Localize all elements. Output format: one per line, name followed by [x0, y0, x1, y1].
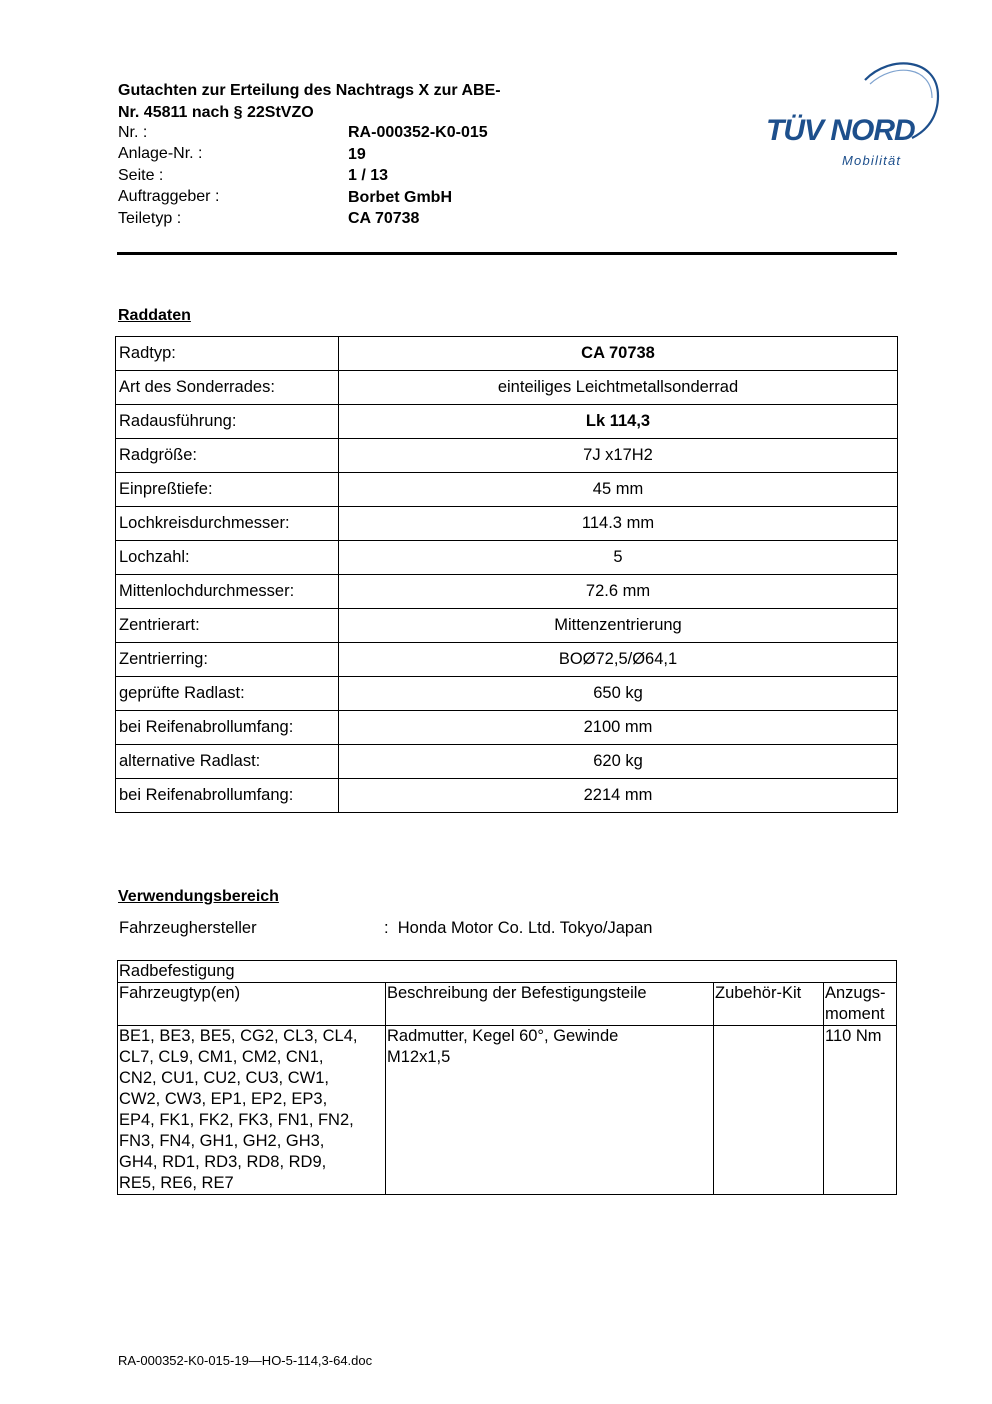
row-label: Lochkreisdurchmesser:	[116, 507, 339, 541]
document-title	[118, 80, 588, 124]
row-value: CA 70738	[339, 337, 898, 371]
row-label: Mittenlochdurchmesser:	[116, 575, 339, 609]
row-value: 2214 mm	[339, 779, 898, 813]
title-line-2: Nr. 45811 nach § 22StVZO	[118, 104, 314, 121]
maker-value: : Honda Motor Co. Ltd. Tokyo/Japan	[384, 919, 653, 937]
header-beschreibung: Beschreibung der Befestigungsteile	[386, 983, 714, 1026]
meta-value-anlage: 19	[348, 146, 366, 163]
description-line: M12x1,5	[387, 1048, 451, 1066]
row-label: alternative Radlast:	[116, 745, 339, 779]
row-value: Mittenzentrierung	[339, 609, 898, 643]
row-label: bei Reifenabrollumfang:	[116, 711, 339, 745]
row-value: 2100 mm	[339, 711, 898, 745]
meta-label-teiletyp: Teiletyp :	[118, 210, 182, 227]
table-row	[116, 643, 898, 677]
vehicle-line: EP4, FK1, FK2, FK3, FN1, FN2,	[119, 1111, 354, 1129]
row-value: 72.6 mm	[339, 575, 898, 609]
logo-sub-text: Mobilität	[842, 153, 902, 168]
table-row	[118, 1026, 897, 1195]
header-fahrzeugtyp: Fahrzeugtyp(en)	[118, 983, 386, 1026]
row-value: 650 kg	[339, 677, 898, 711]
row-label: bei Reifenabrollumfang:	[116, 779, 339, 813]
table-row	[116, 677, 898, 711]
vehicle-types-cell	[118, 1026, 386, 1195]
table-row	[116, 575, 898, 609]
row-label: Radausführung:	[116, 405, 339, 439]
tuv-nord-logo	[760, 58, 945, 170]
meta-label-auftraggeber: Auftraggeber :	[118, 188, 220, 205]
table-caption: Radbefestigung	[118, 961, 897, 983]
kit-cell	[714, 1026, 824, 1195]
vehicle-line: RE5, RE6, RE7	[119, 1174, 234, 1192]
table-row	[116, 609, 898, 643]
table-header-row	[118, 983, 897, 1026]
meta-label-anlage: Anlage-Nr. :	[118, 145, 203, 162]
raddaten-heading: Raddaten	[118, 307, 191, 324]
row-value: 5	[339, 541, 898, 575]
torque-cell: 110 Nm	[824, 1026, 897, 1195]
maker-label: Fahrzeughersteller	[119, 919, 257, 937]
row-value: 620 kg	[339, 745, 898, 779]
tuv-nord-logo-icon	[760, 58, 945, 170]
header-anzugsmoment: Anzugs- moment	[824, 983, 897, 1026]
row-value: 7J x17H2	[339, 439, 898, 473]
meta-value-teiletyp: CA 70738	[348, 210, 420, 227]
meta-value-auftraggeber: Borbet GmbH	[348, 189, 452, 206]
row-label: Art des Sonderrades:	[116, 371, 339, 405]
title-line-1: Gutachten zur Erteilung des Nachtrags X zur ABE-	[118, 82, 501, 99]
row-value: BOØ72,5/Ø64,1	[339, 643, 898, 677]
description-cell	[386, 1026, 714, 1195]
table-row	[116, 337, 898, 371]
row-label: Zentrierring:	[116, 643, 339, 677]
verwendung-heading: Verwendungsbereich	[118, 888, 279, 905]
vehicle-line: CL7, CL9, CM1, CM2, CN1,	[119, 1048, 324, 1066]
header-zubehoer-kit: Zubehör-Kit	[714, 983, 824, 1026]
vehicle-line: FN3, FN4, GH1, GH2, GH3,	[119, 1132, 325, 1150]
vehicle-line: CN2, CU1, CU2, CU3, CW1,	[119, 1069, 329, 1087]
vehicle-line: BE1, BE3, BE5, CG2, CL3, CL4,	[119, 1027, 358, 1045]
table-row	[116, 711, 898, 745]
row-label: Zentrierart:	[116, 609, 339, 643]
table-row	[116, 473, 898, 507]
raddaten-table	[115, 336, 898, 813]
meta-label-seite: Seite :	[118, 167, 164, 184]
befestigung-table	[117, 960, 897, 1195]
row-value: 45 mm	[339, 473, 898, 507]
row-label: Einpreßtiefe:	[116, 473, 339, 507]
header-divider	[117, 252, 897, 255]
table-row	[116, 507, 898, 541]
row-value: Lk 114,3	[339, 405, 898, 439]
logo-brand-text: TÜV NORD	[766, 114, 915, 147]
table-row	[116, 405, 898, 439]
row-label: Radtyp:	[116, 337, 339, 371]
row-value: einteiliges Leichtmetallsonderrad	[339, 371, 898, 405]
row-label: Lochzahl:	[116, 541, 339, 575]
vehicle-line: GH4, RD1, RD3, RD8, RD9,	[119, 1153, 327, 1171]
row-label: Radgröße:	[116, 439, 339, 473]
meta-value-nr: RA-000352-K0-015	[348, 124, 488, 141]
vehicle-line: CW2, CW3, EP1, EP2, EP3,	[119, 1090, 328, 1108]
footer-filename: RA-000352-K0-015-19—HO-5-114,3-64.doc	[118, 1353, 373, 1368]
row-value: 114.3 mm	[339, 507, 898, 541]
table-caption-row	[118, 961, 897, 983]
table-row	[116, 541, 898, 575]
row-label: geprüfte Radlast:	[116, 677, 339, 711]
table-row	[116, 371, 898, 405]
table-row	[116, 439, 898, 473]
table-row	[116, 779, 898, 813]
meta-value-seite: 1 / 13	[348, 167, 389, 184]
description-line: Radmutter, Kegel 60°, Gewinde	[387, 1027, 619, 1045]
meta-label-nr: Nr. :	[118, 124, 148, 141]
table-row	[116, 745, 898, 779]
